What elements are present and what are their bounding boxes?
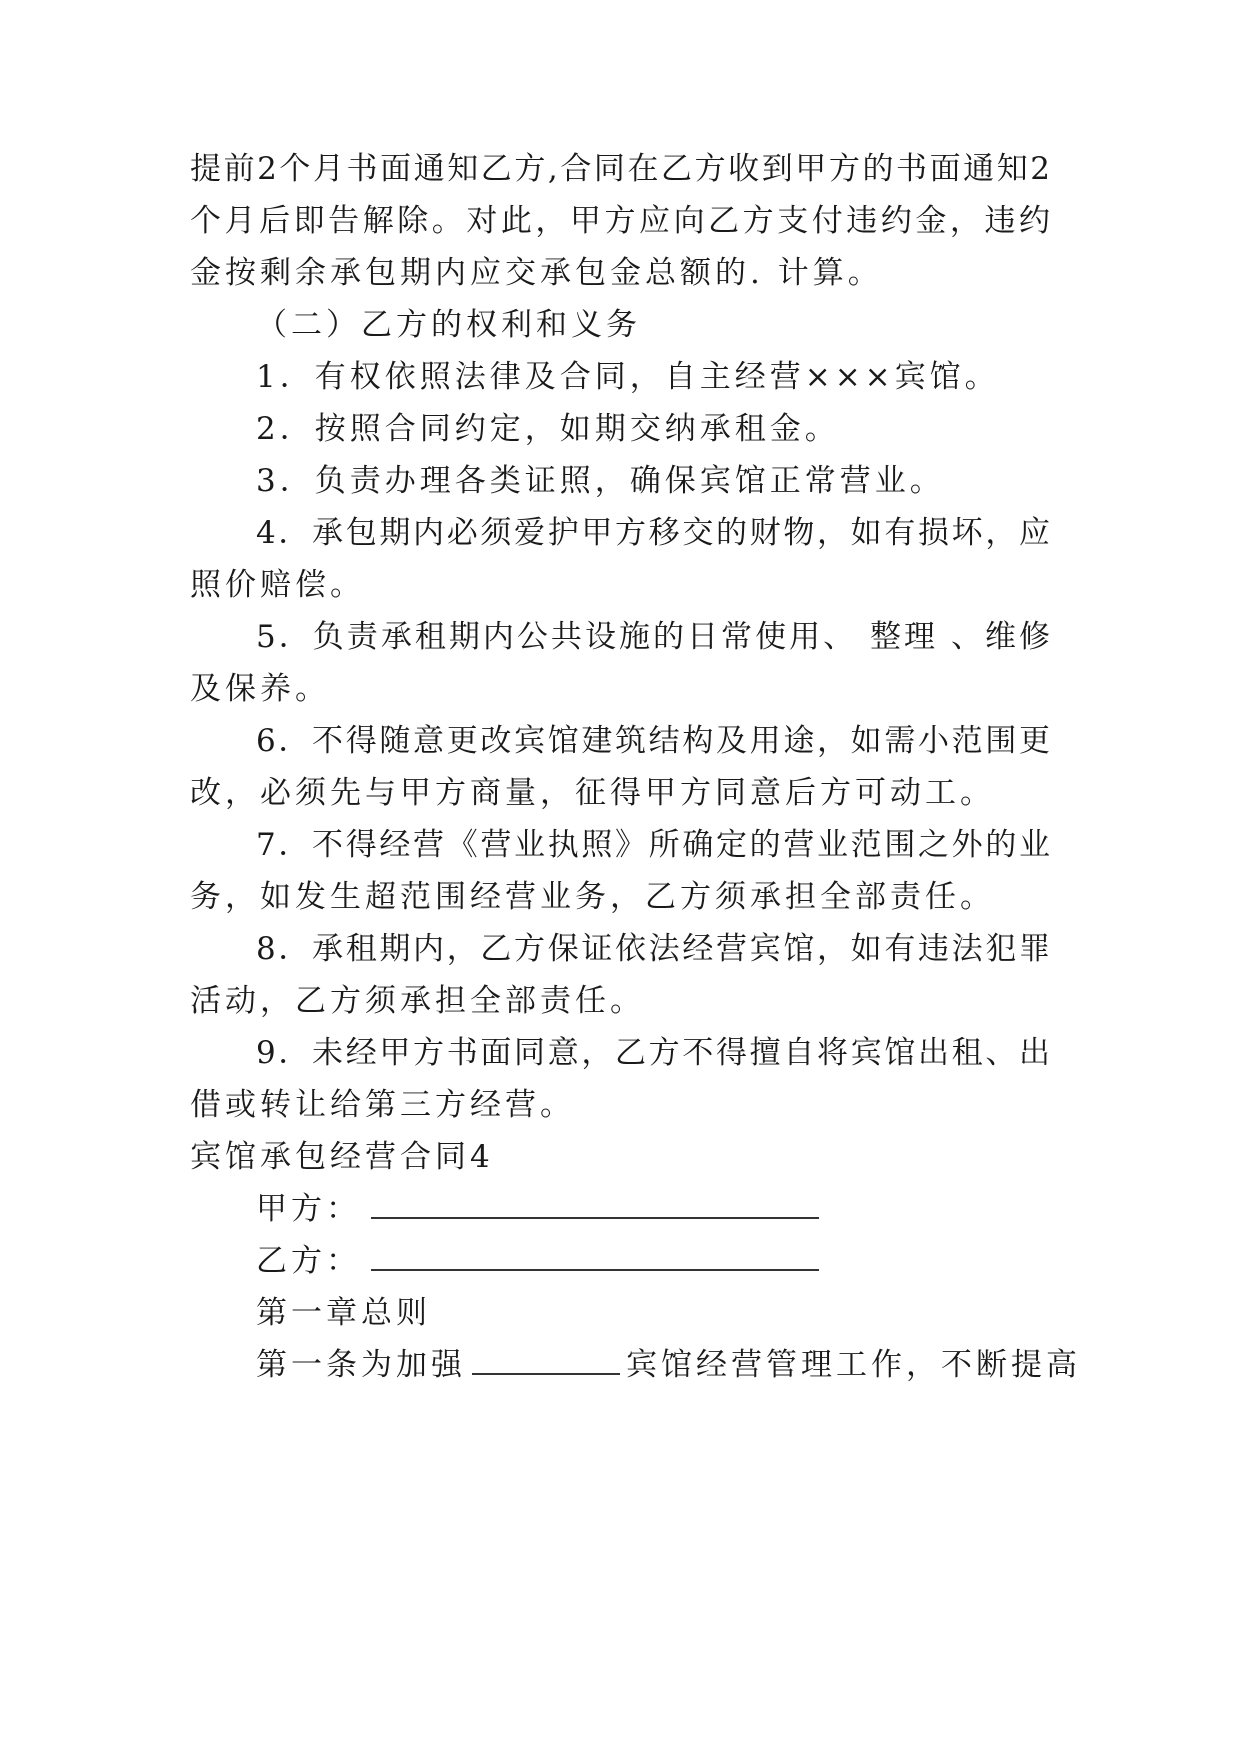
text-line: 提前2个月书面通知乙方,合同在乙方收到甲方的书面通知2 <box>190 151 1050 187</box>
text-line: 个月后即告解除。对此，甲方应向乙方支付违约金，违约 <box>190 203 1050 239</box>
section-heading: （二）乙方的权利和义务 <box>256 307 641 343</box>
contract-title: 宾馆承包经营合同4 <box>190 1139 494 1175</box>
list-item: 1．有权依照法律及合同，自主经营×××宾馆。 <box>256 359 1000 395</box>
text-line: 金按剩余承包期内应交承包金总额的. 计算。 <box>190 255 883 291</box>
text-line: 改，必须先与甲方商量，征得甲方同意后方可动工。 <box>190 775 995 811</box>
list-item: 2．按照合同约定，如期交纳承租金。 <box>256 411 840 447</box>
text-line: 及保养。 <box>190 671 330 707</box>
party-b-label: 乙方： <box>256 1243 361 1279</box>
article-text-start: 第一条为加强 <box>256 1347 466 1383</box>
party-a-blank <box>371 1189 819 1219</box>
party-a-label: 甲方： <box>256 1191 361 1227</box>
list-item: 6．不得随意更改宾馆建筑结构及用途，如需小范围更 <box>256 723 1050 759</box>
article-line <box>256 1345 1081 1385</box>
list-item: 8．承租期内，乙方保证依法经营宾馆，如有违法犯罪 <box>256 931 1050 967</box>
text-line: 借或转让给第三方经营。 <box>190 1087 575 1123</box>
hotel-name-blank <box>472 1345 620 1375</box>
chapter-heading: 第一章总则 <box>256 1295 431 1331</box>
text-line: 活动，乙方须承担全部责任。 <box>190 983 645 1019</box>
text-line: 务，如发生超范围经营业务，乙方须承担全部责任。 <box>190 879 995 915</box>
text-line: 照价赔偿。 <box>190 567 365 603</box>
list-item: 9．未经甲方书面同意，乙方不得擅自将宾馆出租、出 <box>256 1035 1050 1071</box>
list-item: 7．不得经营《营业执照》所确定的营业范围之外的业 <box>256 827 1050 863</box>
article-text-end: 宾馆经营管理工作，不断提高 <box>626 1347 1081 1383</box>
list-item: 3．负责办理各类证照，确保宾馆正常营业。 <box>256 463 945 499</box>
list-item: 4．承包期内必须爱护甲方移交的财物，如有损坏，应 <box>256 515 1050 551</box>
party-a-line <box>256 1189 1050 1229</box>
party-b-blank <box>371 1241 819 1271</box>
party-b-line <box>256 1241 1050 1281</box>
list-item: 5．负责承租期内公共设施的日常使用、 整理 、维修 <box>256 619 1050 655</box>
